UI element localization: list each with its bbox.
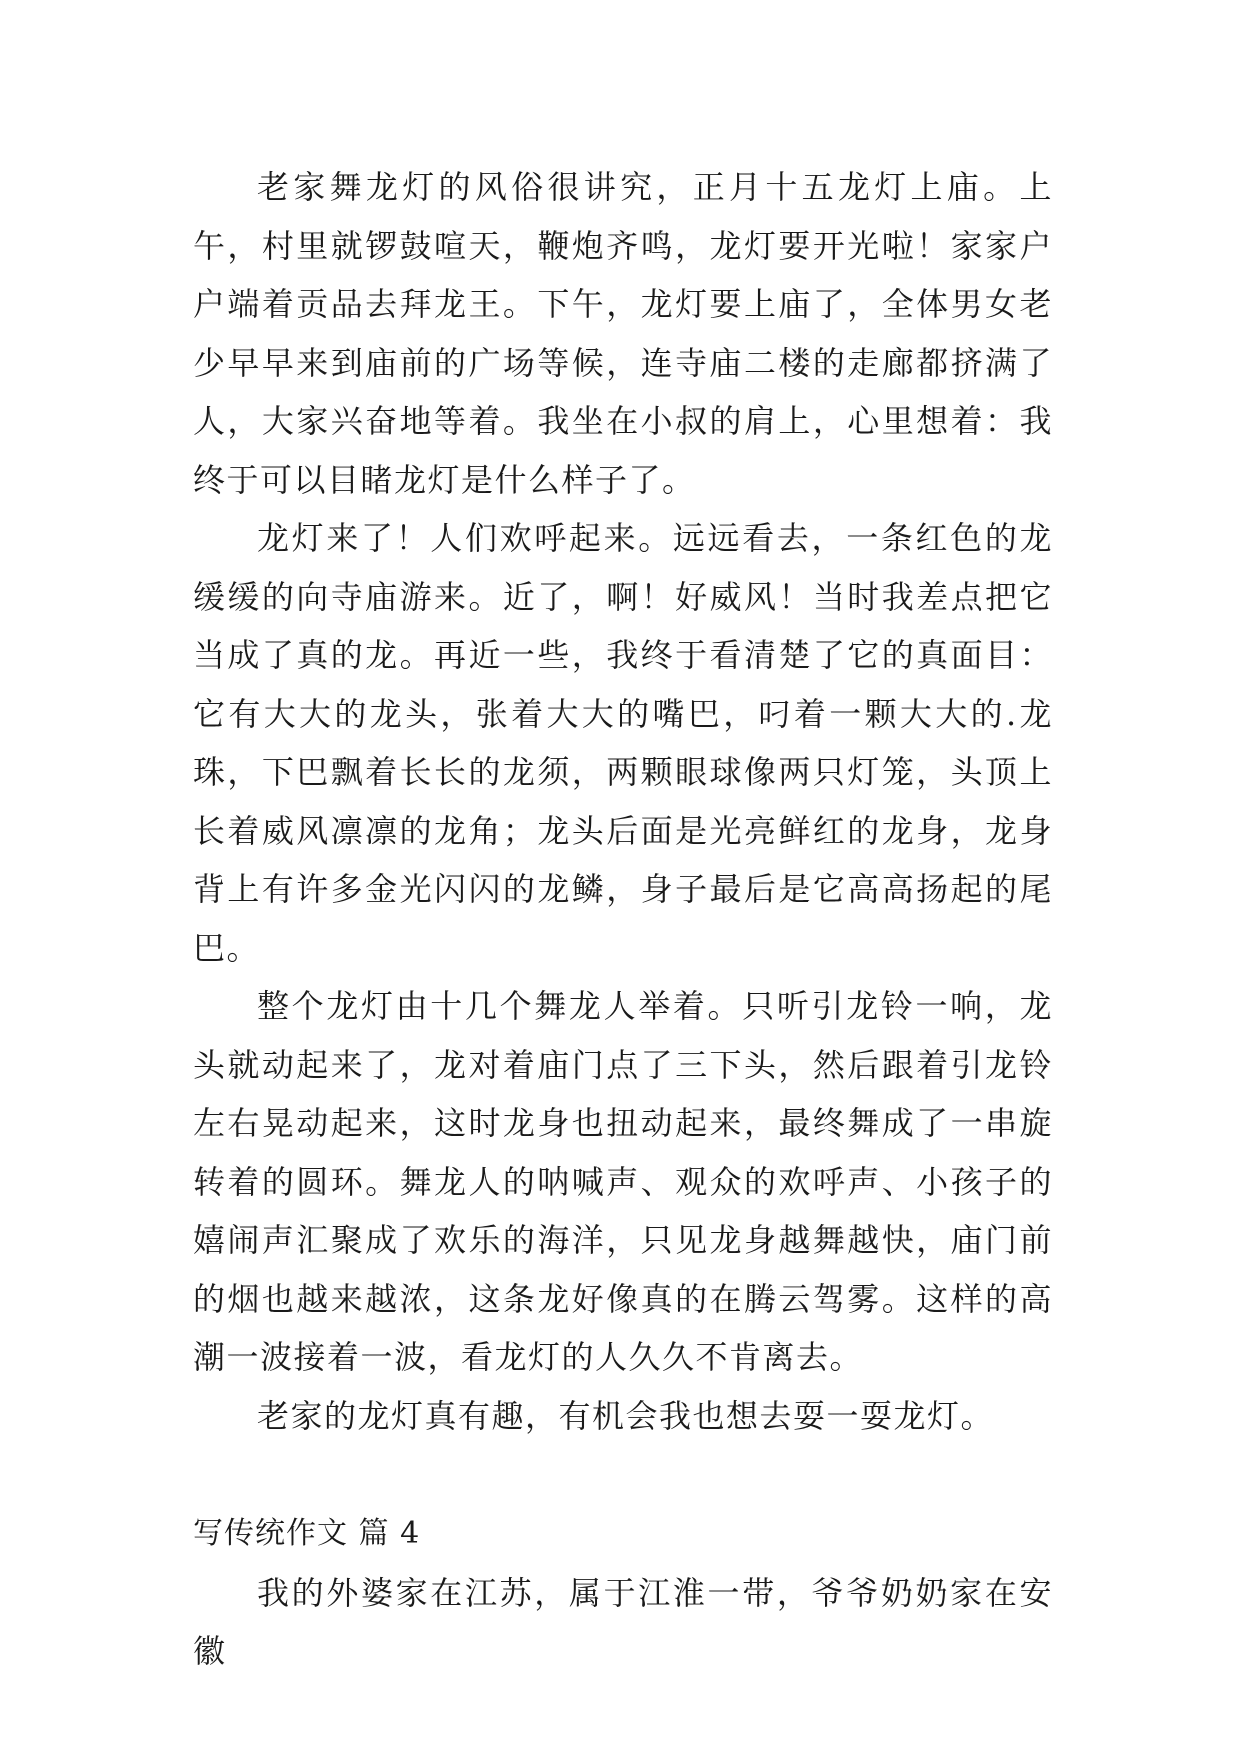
document-body bbox=[193, 158, 1053, 1681]
paragraph-2: 龙灯来了！人们欢呼起来。远远看去，一条红色的龙缓缓的向寺庙游来。近了，啊！好威风！当时我差点把它当成了真的龙。再近一些，我终于看清楚了它的真面目：它有大大的龙头，张着大大的嘴巴，叼着一颗大大的.龙珠，下巴飘着长长的龙须，两颗眼球像两只灯笼，头顶上长着威风凛凛的龙角；龙头后面是光亮鲜红的龙身，龙身背上有许多金光闪闪的龙鳞，身子最后是它高高扬起的尾巴。 bbox=[193, 519, 1053, 967]
section-paragraph-1: 我的外婆家在江苏，属于江淮一带，爷爷奶奶家在安徽 bbox=[193, 1573, 1053, 1670]
paragraph-1: 老家舞龙灯的风俗很讲究，正月十五龙灯上庙。上午，村里就锣鼓喧天，鞭炮齐鸣，龙灯要开光啦！家家户户端着贡品去拜龙王。下午，龙灯要上庙了，全体男女老少早早来到庙前的广场等候，连寺庙二楼的走廊都挤满了人，大家兴奋地等着。我坐在小叔的肩上，心里想着：我终于可以目睹龙灯是什么样子了。 bbox=[193, 168, 1053, 499]
section-heading: 写传统作文 篇 4 bbox=[193, 1516, 421, 1551]
paragraph-4: 老家的龙灯真有趣，有机会我也想去耍一耍龙灯。 bbox=[257, 1396, 995, 1435]
paragraph-3: 整个龙灯由十几个舞龙人举着。只听引龙铃一响，龙头就动起来了，龙对着庙门点了三下头，然后跟着引龙铃左右晃动起来，这时龙身也扭动起来，最终舞成了一串旋转着的圆环。舞龙人的呐喊声、观众的欢呼声、小孩子的嬉闹声汇聚成了欢乐的海洋，只见龙身越舞越快，庙门前的烟也越来越浓，这条龙好像真的在腾云驾雾。这样的高潮一波接着一波，看龙灯的人久久不肯离去。 bbox=[193, 987, 1053, 1376]
